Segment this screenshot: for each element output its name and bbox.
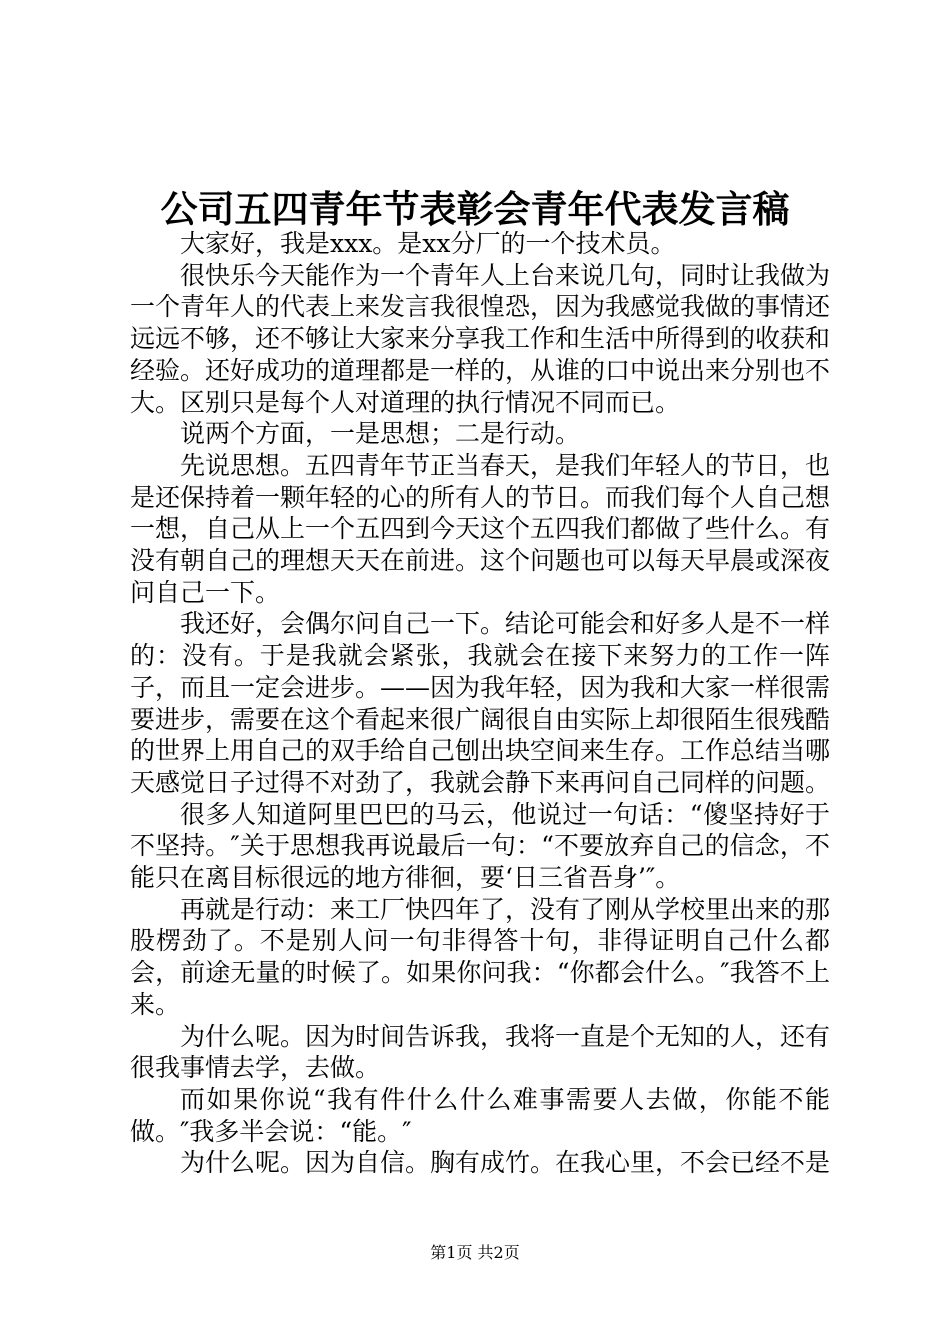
paragraph: 为什么呢。因为时间告诉我，我将一直是个无知的人，还有很我事情去学，去做。 [130,1021,831,1083]
paragraph: 而如果你说“我有件什么什么难事需要人去做，你能不能做。″我多半会说：“能。″ [130,1084,830,1146]
paragraph: 再就是行动：来工厂快四年了，没有了刚从学校里出来的那股楞劲了。不是别人问一句非得答十句，非得证明自己什么都会，前途无量的时候了。如果你问我：“你都会什么。″我答不上来。 [130,894,831,1019]
paragraph: 很快乐今天能作为一个青年人上台来说几句，同时让我做为一个青年人的代表上来发言我很惶恐，因为我感觉我做的事情还远远不够，还不够让大家来分享我工作和生活中所得到的收获和经验。还好成功的道理都是一样的，从谁的口中说出来分别也不大。区别只是每个人对道理的执行情况不同而已。 [130,260,831,417]
paragraph: 大家好，我是xxx。是xx分厂的一个技术员。 [180,229,676,258]
paragraph: 为什么呢。因为自信。胸有成竹。在我心里，不会已经不是 [180,1148,831,1178]
paragraph: 我还好，会偶尔问自己一下。结论可能会和好多人是不一样的：没有。于是我就会紧张，我就会在接下来努力的工作一阵子，而且一定会进步。——因为我年轻，因为我和大家一样很需要进步，需要在这个看起来很广阔很自由实际上却很陌生很残酷的世界上用自己的双手给自己刨出块空间来生存。工作总结当哪天感觉日子过得不对劲了，我就会静下来再问自己同样的问题。 [130,609,831,797]
document-body [130,228,830,1179]
paragraph: 很多人知道阿里巴巴的马云，他说过一句话：“傻坚持好于不坚持。″关于思想我再说最后一句：“不要放弃自己的信念，不能只在离目标很远的地方徘徊，要‘日三省吾身’″。 [130,799,830,893]
paragraph: 说两个方面，一是思想；二是行动。 [180,419,581,449]
paragraph: 先说思想。五四青年节正当春天，是我们年轻人的节日，也是还保持着一颗年轻的心的所有人的节日。而我们每个人自己想一想，自己从上一个五四到今天这个五四我们都做了些什么。有没有朝自己的理想天天在前进。这个问题也可以每天早晨或深夜问自己一下。 [130,450,831,607]
page-footer: 第1页 共2页 [430,1243,520,1262]
document-title: 公司五四青年节表彰会青年代表发言稿 [160,188,790,231]
